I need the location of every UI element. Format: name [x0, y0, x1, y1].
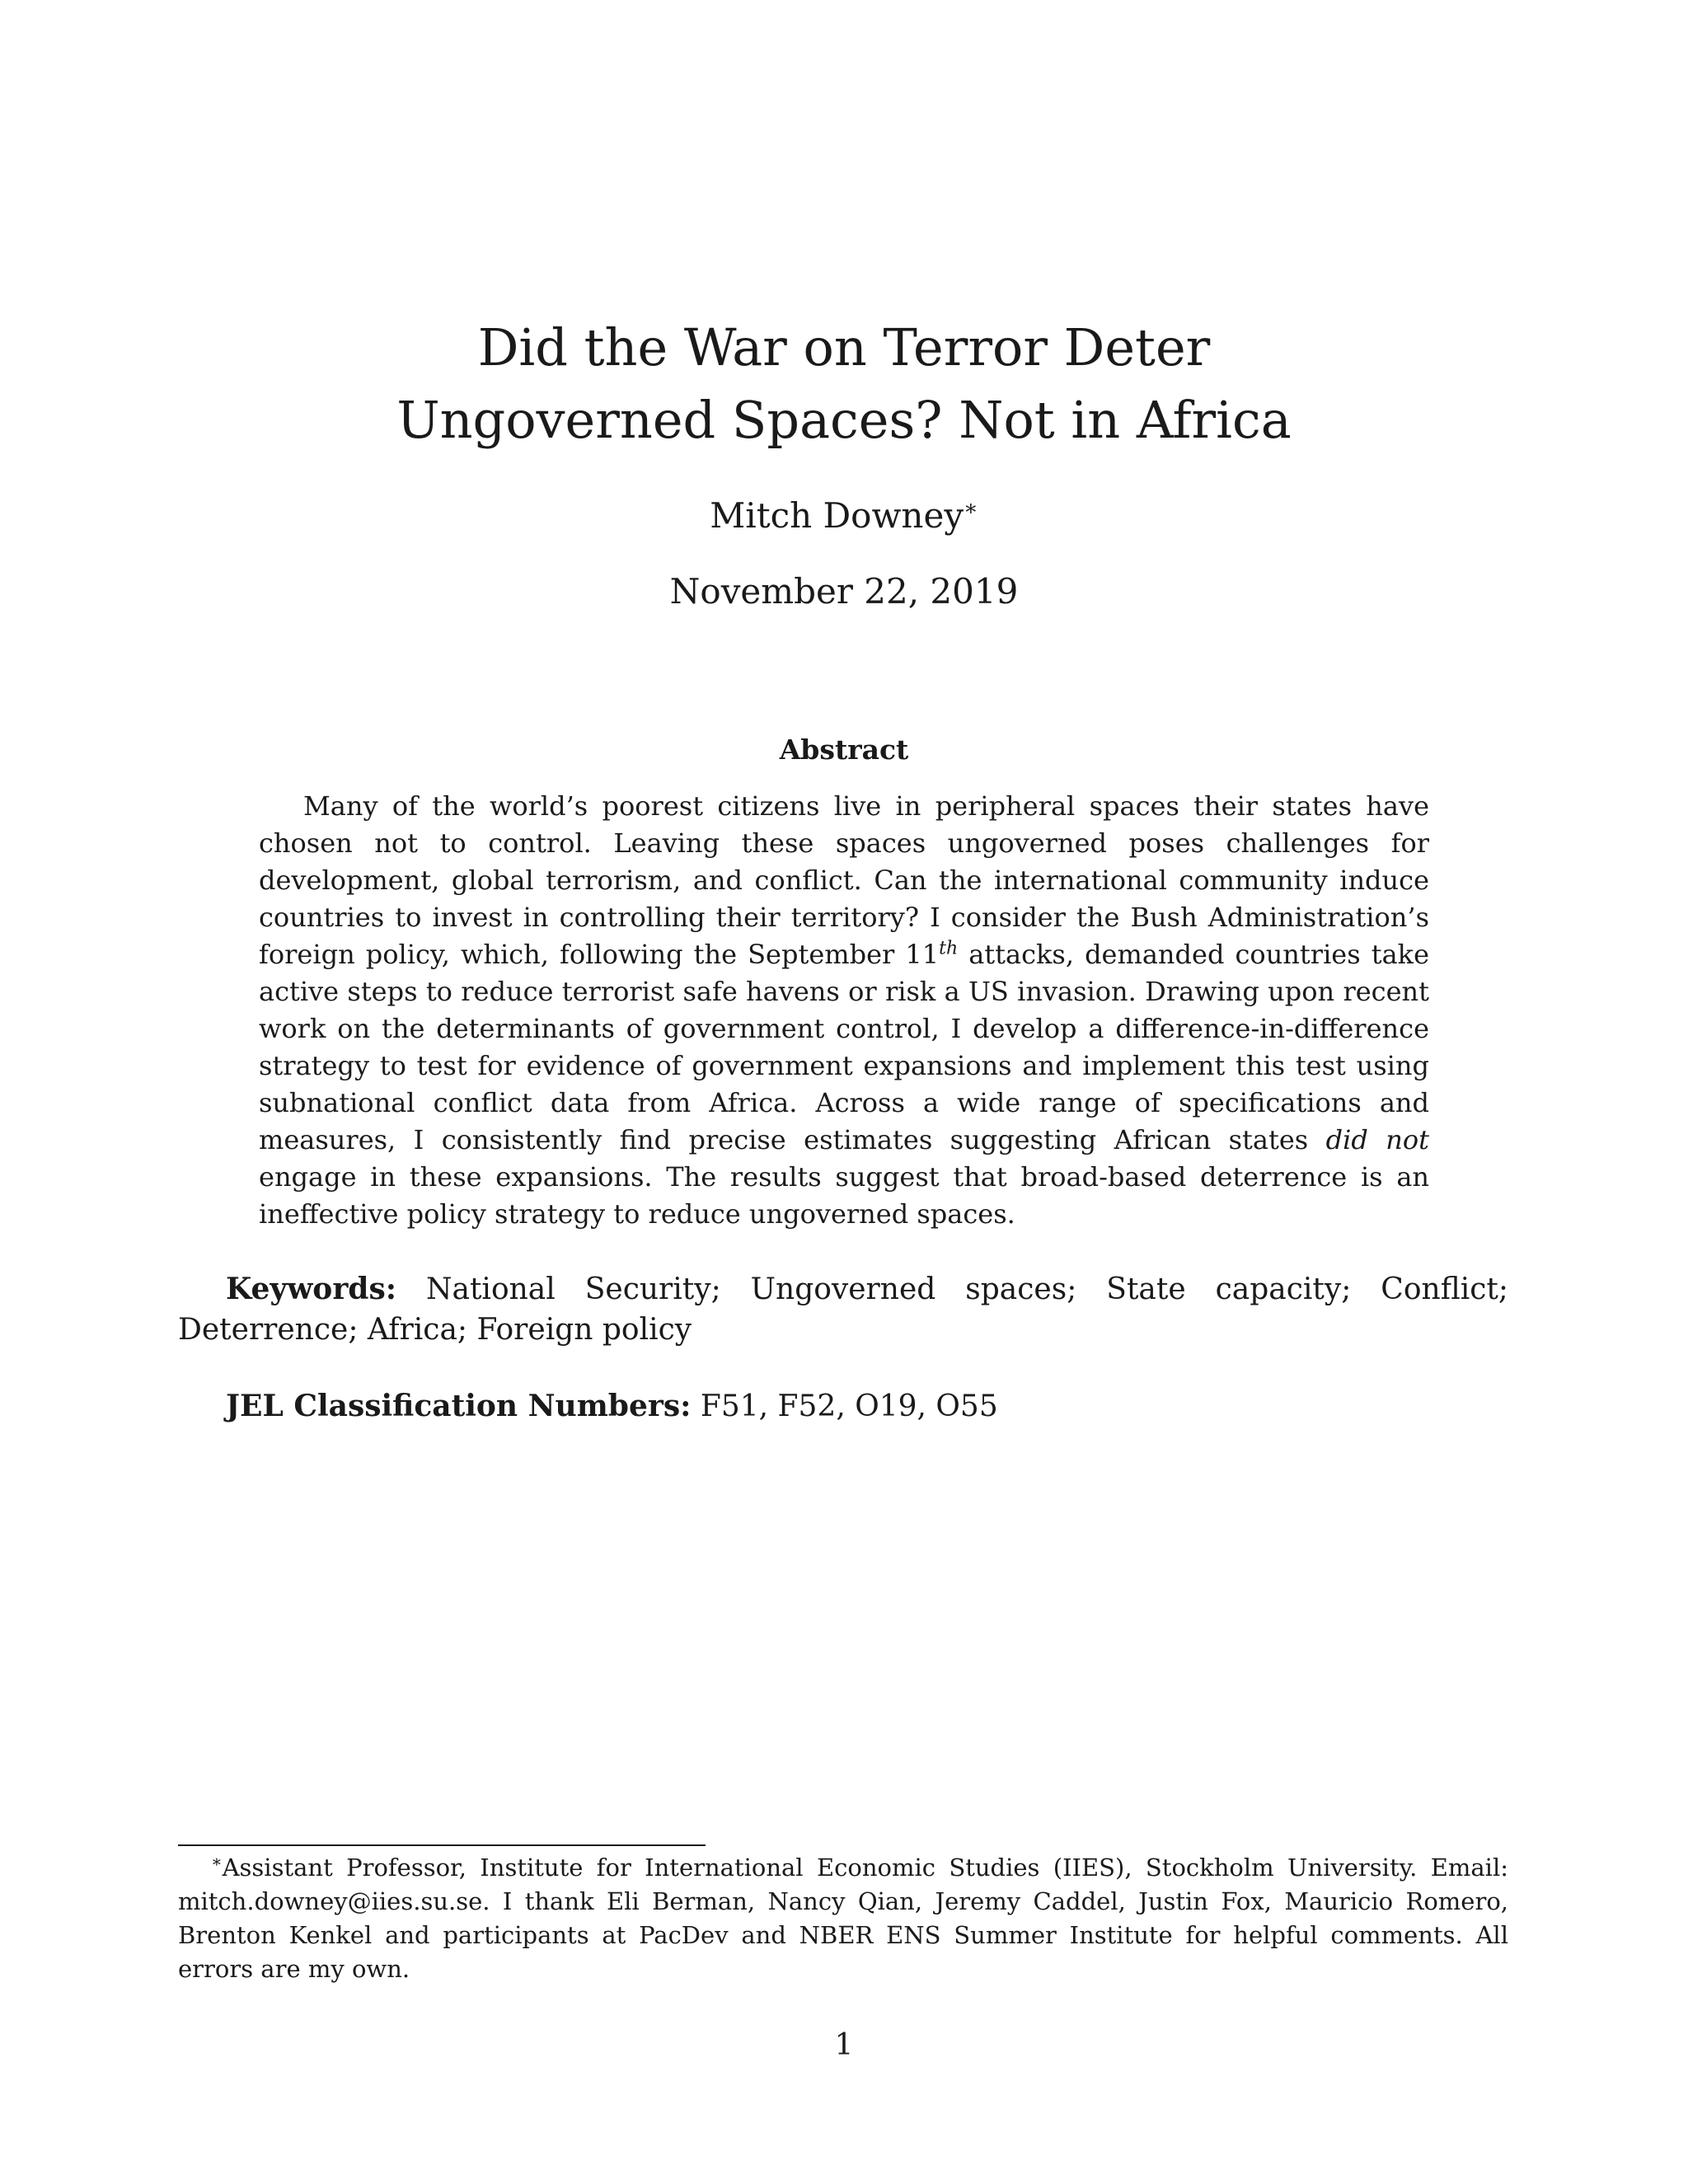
keywords-text: National Security; Ungoverned spaces; State capacity; Conflict; Deterrence; Africa; Foreign policy: [178, 1272, 1508, 1347]
publication-date: November 22, 2019: [669, 571, 1019, 612]
jel-text: F51, F52, O19, O55: [700, 1390, 998, 1423]
title-line-1: Did the War on Terror Deter: [477, 317, 1211, 377]
footnote-mark: ∗: [211, 1851, 223, 1872]
abstract-heading: Abstract: [779, 733, 909, 766]
author-footnote-mark[interactable]: ∗: [964, 496, 978, 521]
footnote-divider: [178, 1844, 706, 1846]
author: [0, 493, 1688, 539]
footnote: [178, 1851, 1508, 1986]
author-name: Mitch Downey: [710, 495, 964, 536]
paper-title: [0, 312, 1688, 457]
jel-label: JEL Classification Numbers:: [226, 1389, 692, 1423]
abstract-text: [259, 788, 1429, 1233]
abstract-emphasis: did not: [1325, 1124, 1430, 1155]
title-line-2: Ungoverned Spaces? Not in Africa: [396, 390, 1292, 450]
keywords-label: Keywords:: [226, 1272, 397, 1306]
page-number: 1: [834, 2028, 854, 2062]
footnote-text: Assistant Professor, Institute for International Economic Studies (IIES), Stockholm University. Email: mitch.downey@iies.su.se. I thank Eli Berman, Nancy Qian, Jeremy Caddel, Justin Fox, Mauricio Romero, Brenton Kenkel and participants at PacDev and NBER ENS Summer Institute for helpful comments. All errors are my own.: [178, 1854, 1508, 1983]
abstract-superscript: th: [939, 938, 959, 959]
abstract-text-part-2: attacks, demanded countries take active steps to reduce terrorist safe havens or risk a US invasion. Drawing upon recent work on the determinants of government control, I develop a difference-in-difference strategy to test for evidence of government expansions and implement this test using subnational conflict data from Africa. Across a wide range of specifications and measures, I consistently find precise estimates suggesting African states: [259, 939, 1429, 1155]
abstract-text-part-1: Many of the world’s poorest citizens live in peripheral spaces their states have chosen not to control. Leaving these spaces ungoverned poses challenges for development, global terrorism, and conflict. Can the international community induce countries to invest in controlling their territory? I consider the Bush Administration’s foreign policy, which, following the September 11: [259, 790, 1429, 970]
keywords: [178, 1269, 1508, 1350]
jel-classification: [178, 1386, 1508, 1427]
abstract-text-part-3: engage in these expansions. The results suggest that broad-based deterrence is an ineffective policy strategy to reduce ungoverned spaces.: [259, 1161, 1429, 1230]
